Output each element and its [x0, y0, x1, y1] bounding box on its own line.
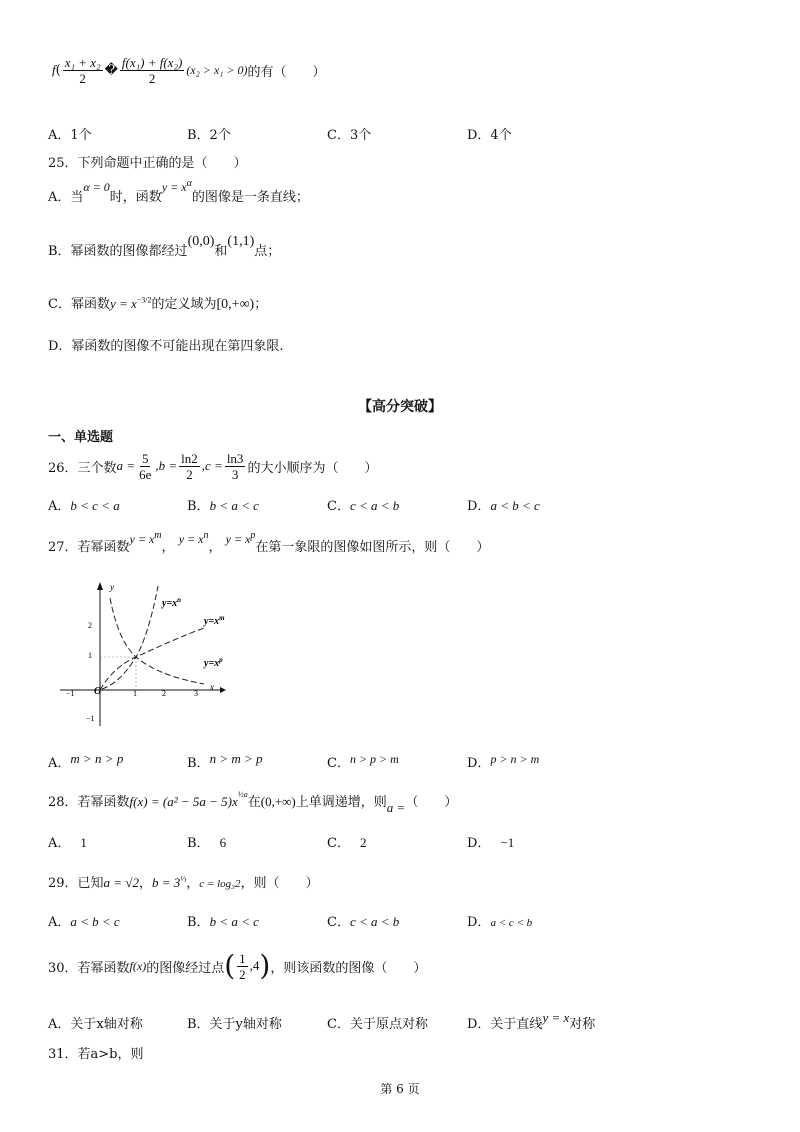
q28-option-a[interactable]: A． 1 [48, 835, 87, 851]
q27-option-d[interactable]: D．p > n > m [467, 752, 540, 771]
y-axis-label: y [110, 582, 114, 592]
page-footer: 第 6 页 [380, 1082, 420, 1096]
x-axis-arrow [220, 687, 226, 693]
q24-option-b[interactable]: B．2个 [187, 128, 231, 143]
tick-x-neg1: −1 [66, 689, 75, 698]
tick-x-3: 3 [194, 689, 198, 698]
q24-stem: f ( $\frac{\text{x₁ + x₂}}{2}$ � $\frac{\text{f(x₁) + f(x₂)}}{2}$ (x₂ > x₁ > 0) 的有（ ） [52, 54, 326, 86]
q24-option-d[interactable]: D．4个 [467, 128, 512, 143]
q26-option-c[interactable]: C．c < a < b [327, 498, 400, 514]
q24-option-c[interactable]: C．3个 [327, 128, 372, 143]
q24-rhs-frac: $\frac{\text{f(x₁) + f(x₂)}}{2}$ [121, 54, 183, 86]
label-curve-p: $y=x^p$ [204, 656, 223, 669]
tick-y-1: 1 [88, 651, 92, 660]
q29-option-d[interactable]: D．a < c < b [467, 915, 533, 930]
tick-y-2: 2 [88, 621, 92, 630]
q25-stem: 25．下列命题中正确的是（ ） [48, 156, 247, 171]
q29-option-b[interactable]: B．b < a < c [187, 914, 259, 930]
q26-option-b[interactable]: B．b < a < c [187, 498, 259, 514]
tick-x-2: 2 [162, 689, 166, 698]
y-axis-arrow [97, 582, 103, 590]
q28-option-b[interactable]: B． 6 [187, 835, 227, 851]
tick-y-neg1: −1 [86, 714, 95, 723]
q30-option-c[interactable]: C．关于原点对称 [327, 1017, 428, 1032]
q30-option-b[interactable]: B．关于y轴对称 [187, 1017, 282, 1032]
q29-option-c[interactable]: C．c < a < b [327, 914, 400, 930]
label-curve-m: $y=x^m$ [204, 614, 225, 627]
subsection-title: 一、单选题 [48, 430, 114, 445]
x-axis-label: x [210, 682, 214, 692]
q28-option-c[interactable]: C． 2 [327, 835, 367, 851]
origin-label: O [94, 686, 102, 697]
q24-lhs-frac: $\frac{\text{x₁ + x₂}}{2}$ [64, 54, 101, 86]
q27-graph [58, 578, 238, 728]
q27-option-a[interactable]: A．m > n > p [48, 751, 124, 771]
q29-stem: 29．已知a = √2，$b = 3^{\frac{1}{3}}$，c = log₃2，则（ ） [48, 874, 319, 891]
q27-stem: 27．若幂函数$y = x^m$， $y = x^n$， $y = x^p$在第一象限的图像如图所示，则（ ） [48, 530, 490, 555]
tick-x-1: 1 [133, 689, 137, 698]
q30-stem: 30．若幂函数 f(x) 的图像经过点 ( $\frac{1}{2}$ ,4 ) ，则该函数的图像（ ） [48, 949, 427, 982]
q26-stem: 26．三个数 a = $\frac{5}{6e}$ ,b = $\frac{\ln 2}{2}$ ,c = $\frac{\ln 3}{3}$ 的大小顺序为（ ） [48, 450, 378, 482]
q28-stem: 28．若幂函数$f(x) = (a^2 - 5a - 5)x^{\frac{1}{2}a}$在(0,+∞)上单调递增，则a =（ ） [48, 789, 458, 815]
q25-option-b[interactable]: B．幂函数的图像都经过(0,0)和(1,1)点； [48, 234, 281, 259]
curve-y-x-p [110, 598, 204, 684]
q30-option-a[interactable]: A．关于x轴对称 [48, 1017, 143, 1032]
curve-y-x-m [100, 628, 204, 690]
q25-option-a[interactable]: A．当α = 0时，函数$y = x^\alpha$的图像是一条直线； [48, 178, 309, 205]
q27-option-c[interactable]: C．n > p > m [327, 752, 399, 771]
q25-option-c[interactable]: C．幂函数$y = x^{-3/2}$的定义域为[0,+∞)； [48, 295, 268, 312]
section-title: 【高分突破】 [358, 399, 442, 415]
q28-option-d[interactable]: D． −1 [467, 835, 515, 851]
q30-option-d[interactable]: D．关于直线y = x对称 [467, 1010, 596, 1032]
q25-option-d[interactable]: D．幂函数的图像不可能出现在第四象限. [48, 339, 284, 354]
q31-stem: 31．若a>b，则 [48, 1047, 144, 1062]
label-curve-n: $y=x^n$ [162, 596, 182, 609]
q24-option-a[interactable]: A．1个 [48, 128, 92, 143]
q26-option-a[interactable]: A．b < c < a [48, 498, 120, 514]
q26-option-d[interactable]: D．a < b < c [467, 498, 540, 514]
q27-option-b[interactable]: B．n > m > p [187, 751, 263, 771]
q29-option-a[interactable]: A．a < b < c [48, 914, 120, 930]
